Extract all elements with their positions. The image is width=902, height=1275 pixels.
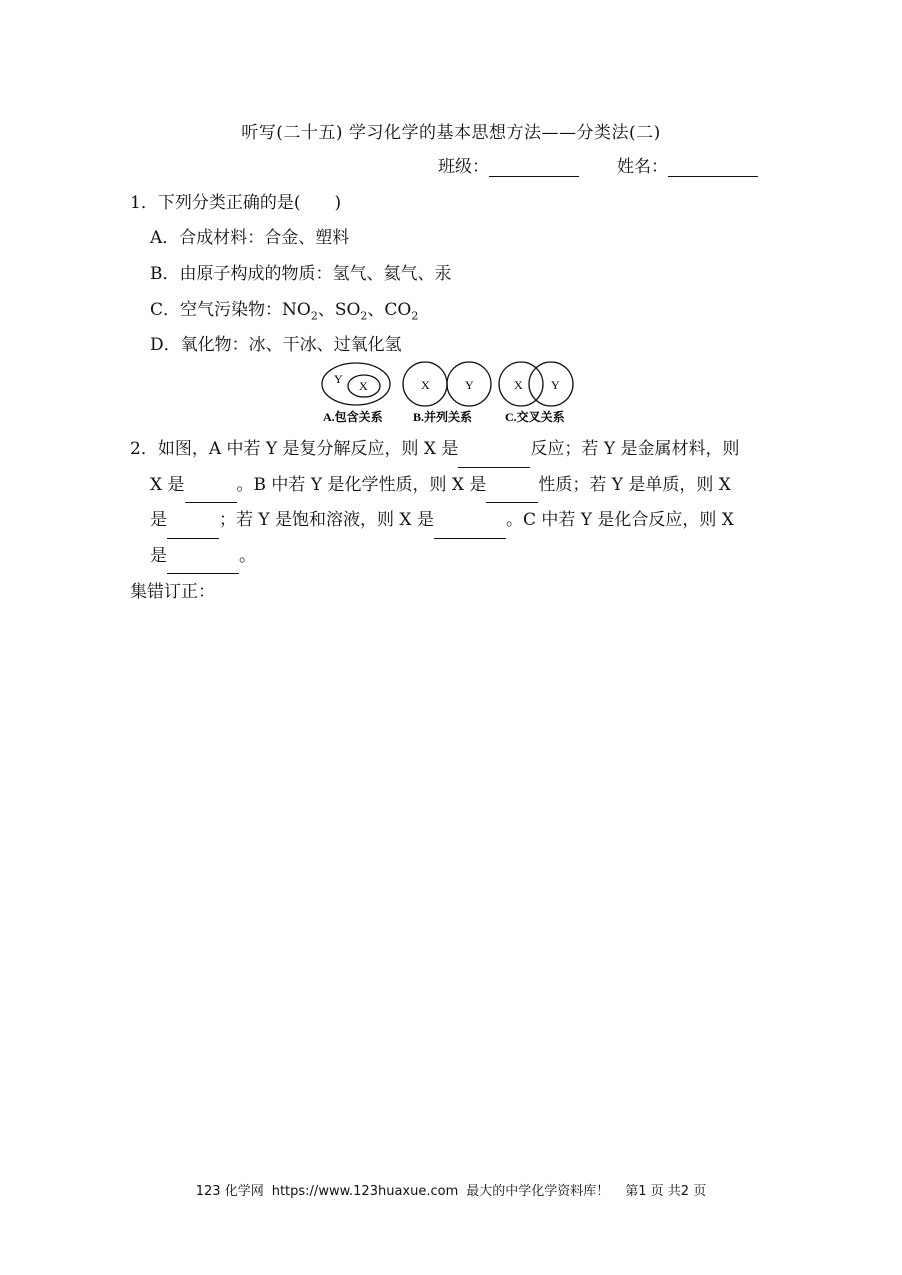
- diagram-a-inclusion: [322, 363, 390, 405]
- label-c-x: X: [514, 378, 523, 392]
- footer-url[interactable]: https://www.123huaxue.com: [271, 1184, 459, 1199]
- name-blank[interactable]: [668, 158, 758, 177]
- caption-b: B.并列关系: [413, 410, 473, 424]
- blank-b-x-substance[interactable]: [167, 520, 219, 539]
- label-b-y: Y: [465, 378, 474, 392]
- option-b: B．由原子构成的物质：氢气、氦气、汞: [150, 264, 452, 284]
- q2-line-1: 2．如图，A 中若 Y 是复分解反应，则 X 是 反应；若 Y 是金属材料，则: [130, 432, 770, 468]
- blank-c-x-reaction[interactable]: [167, 555, 239, 574]
- blank-a-x-material[interactable]: [185, 484, 237, 503]
- blank-b-x-property[interactable]: [486, 484, 538, 503]
- label-a-x: X: [359, 379, 368, 393]
- footer-slogan: 最大的中学化学资料库！: [466, 1184, 610, 1199]
- correction-label: 集错订正：: [130, 582, 215, 602]
- question-1-stem: 1．下列分类正确的是( ): [130, 193, 342, 213]
- diagram-b-parallel: [403, 362, 491, 406]
- q2-line-4: 是 。: [130, 539, 770, 575]
- diagram-c-intersection: [499, 362, 573, 406]
- footer-page-number: 第1 页 共2 页: [625, 1184, 707, 1199]
- student-info-line: [438, 152, 758, 177]
- q2-line-2: X 是 。B 中若 Y 是化学性质，则 X 是 性质；若 Y 是单质，则 X: [130, 468, 770, 504]
- class-label: 班级：: [438, 157, 489, 177]
- label-a-y: Y: [334, 372, 343, 386]
- caption-a: A.包含关系: [323, 410, 383, 424]
- blank-a-x-reaction[interactable]: [458, 449, 530, 468]
- label-b-x: X: [421, 378, 430, 392]
- footer-site: 123 化学网: [195, 1184, 264, 1199]
- label-c-y: Y: [551, 378, 560, 392]
- relationship-diagram: [318, 360, 583, 426]
- page-footer: [0, 1180, 902, 1199]
- blank-b-x-solution[interactable]: [434, 520, 506, 539]
- class-blank[interactable]: [489, 158, 579, 177]
- question-2: [130, 432, 770, 574]
- option-c: C．空气污染物：$NO_2$、$SO_2$、$CO_2$: [150, 300, 419, 323]
- caption-c: C.交叉关系: [505, 410, 565, 424]
- option-a: A．合成材料：合金、塑料: [150, 228, 350, 248]
- q2-line-3: 是 ；若 Y 是饱和溶液，则 X 是 。C 中若 Y 是化合反应，则 X: [130, 503, 770, 539]
- name-label: 姓名：: [617, 157, 668, 177]
- option-d: D．氧化物：冰、干冰、过氧化氢: [150, 335, 402, 355]
- page-title: 听写(二十五) 学习化学的基本思想方法——分类法(二): [241, 123, 661, 143]
